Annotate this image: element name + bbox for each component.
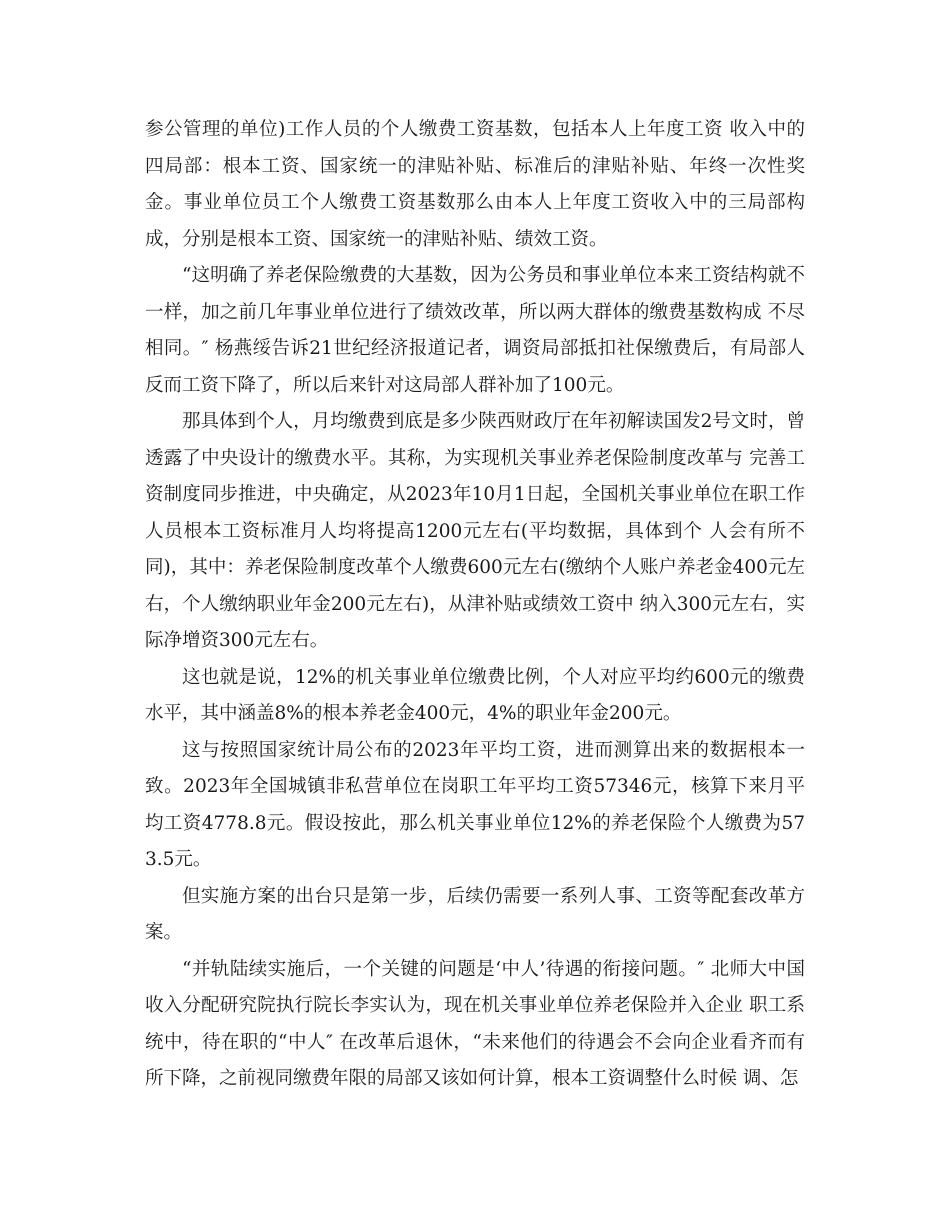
paragraph-5: 这与按照国家统计局公布的2023年平均工资，进而测算出来的数据根本一致。2023年全国城镇非私营单位在岗职工年平均工资57346元，核算下来月平均工资4778.8元。假设按此，那么机关事业单位12%的养老保险个人缴费为573.5元。 [145,739,805,870]
paragraph-7: “并轨陆续实施后，一个关键的问题是‘中人’待遇的衔接问题。″ 北师大中国收入分配研究院执行院长李实认为，现在机关事业单位养老保险并入企业 职工系统中，待在职的“中人″ 在改革后退休，“未来他们的待遇会不会向企业看齐而有所下降，之前视同缴费年限的局部又该如何计算，根本工资调整什么时候 调、怎 [145,958,805,1089]
paragraph-1: 参公管理的单位)工作人员的个人缴费工资基数，包括本人上年度工资 收入中的四局部：根本工资、国家统一的津贴补贴、标准后的津贴补贴、年终一次性奖金。事业单位员工个人缴费工资基数那么由本人上年度工资收入中的三局部构成，分别是根本工资、国家统一的津贴补贴、绩效工资。 [145,119,805,250]
paragraph-2: “这明确了养老保险缴费的大基数，因为公务员和事业单位本来工资结构就不一样，加之前几年事业单位进行了绩效改革，所以两大群体的缴费基数构成 不尽相同。″ 杨燕绥告诉21世纪经济报道记者，调资局部抵扣社保缴费后，有局部人反而工资下降了，所以后来针对这局部人群补加了100元。 [145,265,805,396]
paragraph-6: 但实施方案的出台只是第一步，后续仍需要一系列人事、工资等配套改革方案。 [145,885,805,943]
paragraph-4: 这也就是说，12%的机关事业单位缴费比例，个人对应平均约600元的缴费水平，其中涵盖8%的根本养老金400元，4%的职业年金200元。 [145,666,805,724]
document-body [145,112,805,1098]
paragraph-3: 那具体到个人，月均缴费到底是多少陕西财政厅在年初解读国发2号文时，曾透露了中央设计的缴费水平。其称，为实现机关事业养老保险制度改革与 完善工资制度同步推进，中央确定，从2023年10月1日起，全国机关事业单位在职工作人员根本工资标准月人均将提高1200元左右(平均数据，具体到个 人会有所不同)，其中：养老保险制度改革个人缴费600元左右(缴纳个人账户养老金400元左右，个人缴纳职业年金200元左右)，从津补贴或绩效工资中 纳入300元左右，实际净增资300元左右。 [145,411,805,651]
